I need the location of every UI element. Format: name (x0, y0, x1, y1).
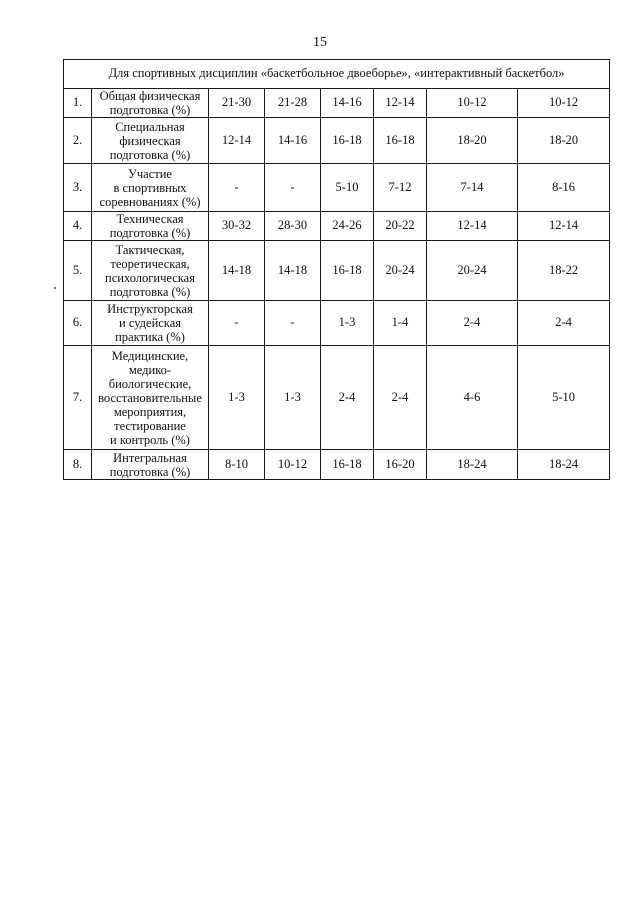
table-row (64, 164, 610, 212)
value-cell: 8-16 (518, 164, 610, 212)
value-cell: 18-22 (518, 241, 610, 301)
value-cell: 8-10 (209, 450, 265, 480)
row-number: 6. (64, 301, 92, 346)
value-cell: - (209, 164, 265, 212)
value-cell: 12-14 (427, 212, 518, 241)
row-name: Интегральная подготовка (%) (92, 450, 209, 480)
row-name: Общая физическая подготовка (%) (92, 89, 209, 118)
value-cell: 4-6 (427, 346, 518, 450)
row-number: 7. (64, 346, 92, 450)
table-row (64, 212, 610, 241)
row-name: Техническая подготовка (%) (92, 212, 209, 241)
value-cell: 12-14 (209, 118, 265, 164)
table-row (64, 346, 610, 450)
value-cell: 1-3 (209, 346, 265, 450)
training-volume-table (63, 59, 610, 480)
value-cell: 16-20 (374, 450, 427, 480)
value-cell: 2-4 (518, 301, 610, 346)
value-cell: 20-24 (374, 241, 427, 301)
value-cell: - (265, 164, 321, 212)
value-cell: 16-18 (321, 450, 374, 480)
row-number: 1. (64, 89, 92, 118)
value-cell: 12-14 (374, 89, 427, 118)
value-cell: 24-26 (321, 212, 374, 241)
value-cell: 2-4 (374, 346, 427, 450)
value-cell: 18-24 (427, 450, 518, 480)
value-cell: - (265, 301, 321, 346)
table-row (64, 301, 610, 346)
table-row (64, 450, 610, 480)
row-number: 2. (64, 118, 92, 164)
value-cell: 7-14 (427, 164, 518, 212)
row-name: Тактическая, теоретическая, психологическая подготовка (%) (92, 241, 209, 301)
value-cell: 21-28 (265, 89, 321, 118)
value-cell: 18-24 (518, 450, 610, 480)
value-cell: 2-4 (427, 301, 518, 346)
value-cell: 14-16 (321, 89, 374, 118)
row-name: Медицинские, медико- биологические, восстановительные мероприятия, тестирование и контроль (%) (92, 346, 209, 450)
scan-speck (54, 287, 56, 289)
value-cell: 10-12 (427, 89, 518, 118)
value-cell: 16-18 (321, 241, 374, 301)
value-cell: 14-18 (265, 241, 321, 301)
row-name: Участие в спортивных соревнованиях (%) (92, 164, 209, 212)
value-cell: 28-30 (265, 212, 321, 241)
value-cell: 5-10 (321, 164, 374, 212)
value-cell: 16-18 (374, 118, 427, 164)
value-cell: 20-22 (374, 212, 427, 241)
value-cell: 1-3 (265, 346, 321, 450)
value-cell: 14-16 (265, 118, 321, 164)
table-caption: Для спортивных дисциплин «баскетбольное двоеборье», «интерактивный баскетбол» (64, 60, 610, 89)
table-caption-row (64, 60, 610, 89)
row-number: 3. (64, 164, 92, 212)
value-cell: 1-4 (374, 301, 427, 346)
row-number: 4. (64, 212, 92, 241)
value-cell: 2-4 (321, 346, 374, 450)
row-name: Инструкторская и судейская практика (%) (92, 301, 209, 346)
value-cell: 5-10 (518, 346, 610, 450)
value-cell: - (209, 301, 265, 346)
value-cell: 20-24 (427, 241, 518, 301)
value-cell: 10-12 (265, 450, 321, 480)
table-row (64, 118, 610, 164)
value-cell: 10-12 (518, 89, 610, 118)
row-number: 5. (64, 241, 92, 301)
row-name: Специальная физическая подготовка (%) (92, 118, 209, 164)
table-row (64, 241, 610, 301)
value-cell: 14-18 (209, 241, 265, 301)
page-number: 15 (313, 35, 327, 50)
value-cell: 18-20 (427, 118, 518, 164)
value-cell: 16-18 (321, 118, 374, 164)
value-cell: 7-12 (374, 164, 427, 212)
table-row (64, 89, 610, 118)
value-cell: 12-14 (518, 212, 610, 241)
row-number: 8. (64, 450, 92, 480)
value-cell: 18-20 (518, 118, 610, 164)
value-cell: 30-32 (209, 212, 265, 241)
value-cell: 21-30 (209, 89, 265, 118)
value-cell: 1-3 (321, 301, 374, 346)
